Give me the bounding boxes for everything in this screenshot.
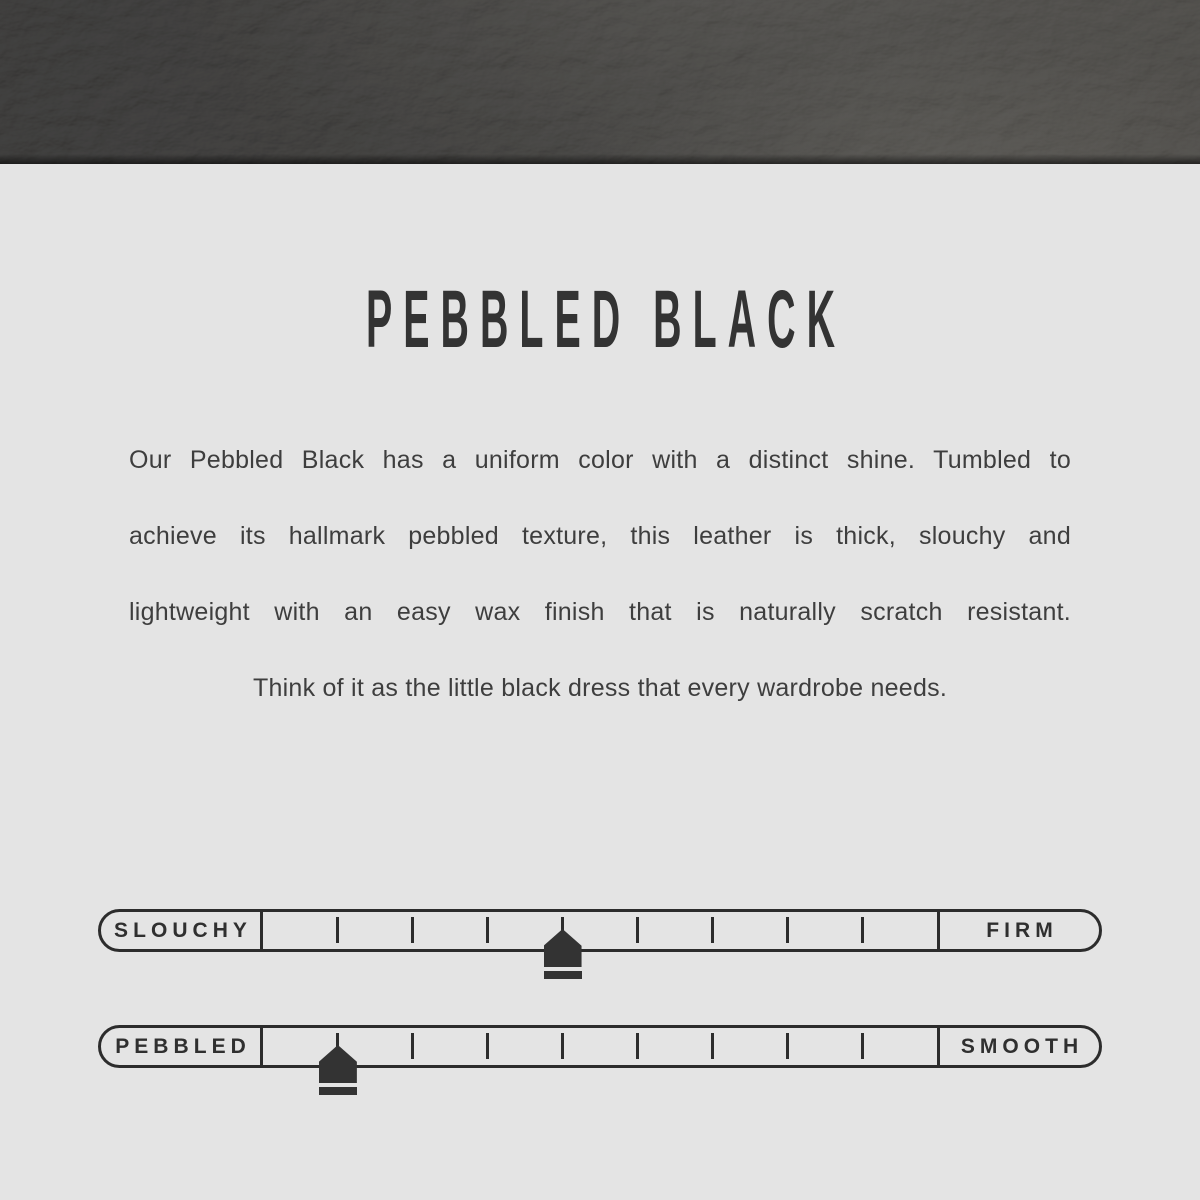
tick-mark <box>786 917 789 943</box>
tick-mark <box>861 1033 864 1059</box>
description-line-1: Our Pebbled Black has a uniform color with a distinct shine. Tumbled to <box>129 446 1071 474</box>
scale-pill <box>98 909 1102 952</box>
tick-mark <box>636 917 639 943</box>
tick-mark <box>411 917 414 943</box>
scale-marker <box>319 1045 357 1095</box>
marker-bar <box>319 1087 357 1095</box>
marker-arrow-icon <box>319 1045 357 1083</box>
tick-mark <box>486 917 489 943</box>
leather-photo <box>0 0 1200 164</box>
product-title-text: PEBBLED BLACK <box>365 274 846 365</box>
scale-right-label: FIRM <box>986 918 1058 942</box>
description-line-2: achieve its hallmark pebbled texture, this leather is thick, slouchy and <box>129 522 1071 550</box>
tick-mark <box>786 1033 789 1059</box>
scale-track <box>263 912 937 949</box>
tick-mark <box>561 1033 564 1059</box>
tick-mark <box>711 917 714 943</box>
tick-mark <box>411 1033 414 1059</box>
tick-mark <box>336 917 339 943</box>
tick-mark <box>861 917 864 943</box>
scale-pill <box>98 1025 1102 1068</box>
scale-marker <box>544 929 582 979</box>
leather-grain-texture <box>0 0 1200 164</box>
marker-bar <box>544 971 582 979</box>
description-line-4: Think of it as the little black dress that every wardrobe needs. <box>252 674 948 702</box>
description-line-3: lightweight with an easy wax finish that is naturally scratch resistant. <box>129 598 1071 626</box>
scale-pebbled-smooth <box>98 1025 1102 1068</box>
tick-mark <box>486 1033 489 1059</box>
product-description <box>129 422 1071 726</box>
scale-track <box>263 1028 937 1065</box>
marker-arrow-icon <box>544 929 582 967</box>
tick-mark <box>711 1033 714 1059</box>
product-title <box>0 268 1200 372</box>
scale-left-label: PEBBLED <box>115 1034 251 1058</box>
scale-slouchy-firm <box>98 909 1102 952</box>
tick-mark <box>636 1033 639 1059</box>
scale-right-label: SMOOTH <box>960 1034 1084 1058</box>
scale-left-label: SLOUCHY <box>114 918 252 942</box>
